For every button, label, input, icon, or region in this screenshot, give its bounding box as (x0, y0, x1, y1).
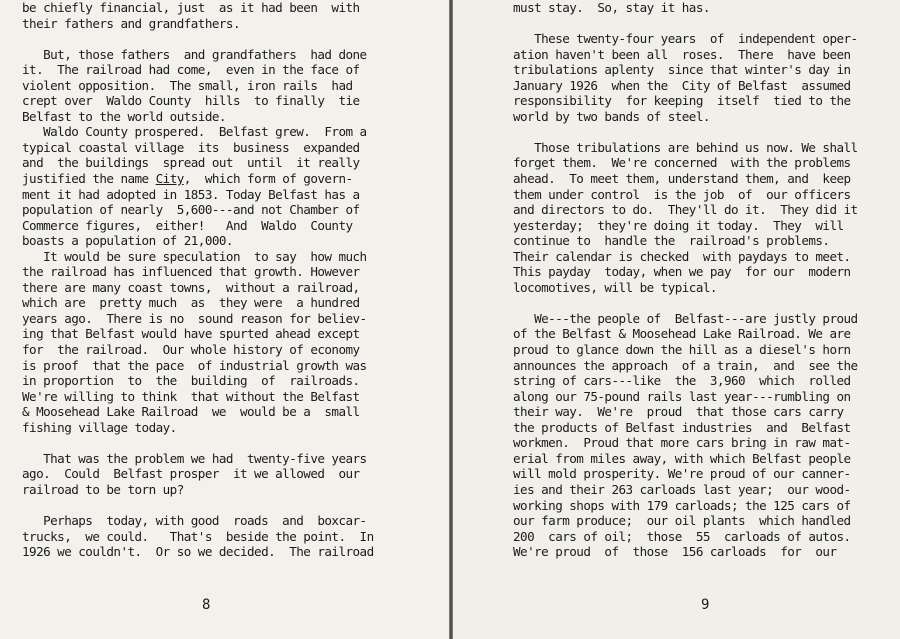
text-line: announces the approach of a train, and see the (513, 357, 858, 373)
text-line: our farm produce; our oil plants which handled (513, 513, 851, 529)
text-line: January 1926 when the City of Belfast assumed (513, 77, 851, 93)
text-line: This payday today, when we pay for our modern (513, 264, 851, 280)
blank-line (513, 295, 899, 311)
text-line: world by two bands of steel. (513, 108, 710, 124)
text-fragment: , which form of govern- (183, 171, 353, 187)
blank-line (22, 435, 422, 451)
text-line: locomotives, will be typical. (513, 279, 717, 295)
text-line: in proportion to the building of railroads. (22, 373, 360, 389)
text-line: their way. We're proud that those cars carry (513, 404, 844, 420)
text-line: & Moosehead Lake Railroad we would be a small (22, 404, 360, 420)
text-line: erial from miles away, with which Belfast people (513, 450, 851, 466)
text-line: ago. Could Belfast prosper it we allowed our (22, 466, 360, 482)
text-line: for the railroad. Our whole history of economy (22, 342, 360, 358)
page-number: 8 (202, 597, 211, 613)
right-page-text (513, 0, 899, 560)
text-line: Commerce figures, either! And Waldo County (22, 217, 353, 233)
text-line: and the buildings spread out until it really (22, 155, 360, 171)
text-line: 1926 we couldn't. Or so we decided. The railroad (22, 544, 374, 560)
text-line: Perhaps today, with good roads and boxcar- (22, 513, 367, 529)
text-line: trucks, we could. That's beside the point. In (22, 528, 374, 544)
text-line: Waldo County prospered. Belfast grew. From a (22, 124, 367, 140)
text-line: them under control is the job of our officers (513, 186, 851, 202)
blank-line (513, 16, 899, 32)
blank-line (22, 31, 422, 47)
text-line: it. The railroad had come, even in the face of (22, 62, 360, 78)
text-line: Belfast to the world outside. (22, 108, 226, 124)
text-line: of the Belfast & Moosehead Lake Railroad. We are (513, 326, 851, 342)
text-line: proud to glance down the hill as a diesel's horn (513, 342, 851, 358)
text-line: is proof that the pace of industrial growth was (22, 357, 367, 373)
text-line: tribulations aplenty since that winter's day in (513, 62, 851, 78)
text-line: the railroad has influenced that growth. However (22, 264, 360, 280)
text-line: But, those fathers and grandfathers had done (22, 46, 367, 62)
text-line-with-underline (22, 171, 422, 187)
page-number: 9 (701, 597, 710, 613)
text-line: ies and their 263 carloads last year; our wood- (513, 481, 851, 497)
text-line: their fathers and grandfathers. (22, 15, 240, 31)
text-line: yesterday; they're doing it today. They will (513, 217, 844, 233)
text-line: workmen. Proud that more cars bring in raw mat- (513, 435, 851, 451)
text-line: We're willing to think that without the Belfast (22, 388, 360, 404)
text-line: there are many coast towns, without a railroad, (22, 279, 360, 295)
text-line: ing that Belfast would have spurted ahead except (22, 326, 360, 342)
text-line: We're proud of those 156 carloads for our (513, 544, 837, 560)
text-line: string of cars---like the 3,960 which rolled (513, 373, 851, 389)
text-line: be chiefly financial, just as it had been with (22, 0, 360, 15)
text-line: typical coastal village its business expanded (22, 139, 360, 155)
text-line: and directors to do. They'll do it. They did it (513, 202, 858, 218)
text-line: crept over Waldo County hills to finally tie (22, 93, 360, 109)
text-line: ahead. To meet them, understand them, and keep (513, 171, 851, 187)
text-line: ation haven't been all roses. There have been (513, 46, 851, 62)
text-line: It would be sure speculation to say how much (22, 248, 367, 264)
text-line: along our 75-pound rails last year---rumbling on (513, 388, 851, 404)
text-line: continue to handle the railroad's problems. (513, 233, 830, 249)
text-line: responsibility for keeping itself tied to the (513, 93, 851, 109)
text-line: Their calendar is checked with paydays to meet. (513, 248, 851, 264)
blank-line (22, 498, 422, 514)
text-line: will mold prosperity. We're proud of our canner- (513, 466, 851, 482)
text-line: boasts a population of 21,000. (22, 233, 233, 249)
text-line: violent opposition. The small, iron rails had (22, 77, 353, 93)
text-line: the products of Belfast industries and Belfast (513, 419, 851, 435)
left-page (0, 0, 449, 639)
text-line: working shops with 179 carloads; the 125 cars of (513, 497, 851, 513)
text-line: must stay. So, stay it has. (513, 0, 710, 15)
left-page-text (22, 0, 422, 560)
text-line: That was the problem we had twenty-five years (22, 450, 367, 466)
text-line: We---the people of Belfast---are justly proud (513, 310, 858, 326)
right-page (453, 0, 900, 639)
text-line: population of nearly 5,600---and not Chamber of (22, 202, 360, 218)
text-line: years ago. There is no sound reason for believ- (22, 310, 367, 326)
text-line: which are pretty much as they were a hundred (22, 295, 360, 311)
underlined-word: City (155, 171, 184, 187)
text-line: ment it had adopted in 1853. Today Belfast has a (22, 186, 360, 202)
blank-line (513, 124, 899, 140)
text-line: railroad to be torn up? (22, 481, 184, 497)
text-line: fishing village today. (22, 419, 177, 435)
text-line: These twenty-four years of independent oper- (513, 31, 858, 47)
text-line: 200 cars of oil; those 55 carloads of autos. (513, 528, 851, 544)
text-fragment: justified the name (22, 171, 156, 187)
text-line: Those tribulations are behind us now. We shall (513, 139, 858, 155)
text-line: forget them. We're concerned with the problems (513, 155, 851, 171)
